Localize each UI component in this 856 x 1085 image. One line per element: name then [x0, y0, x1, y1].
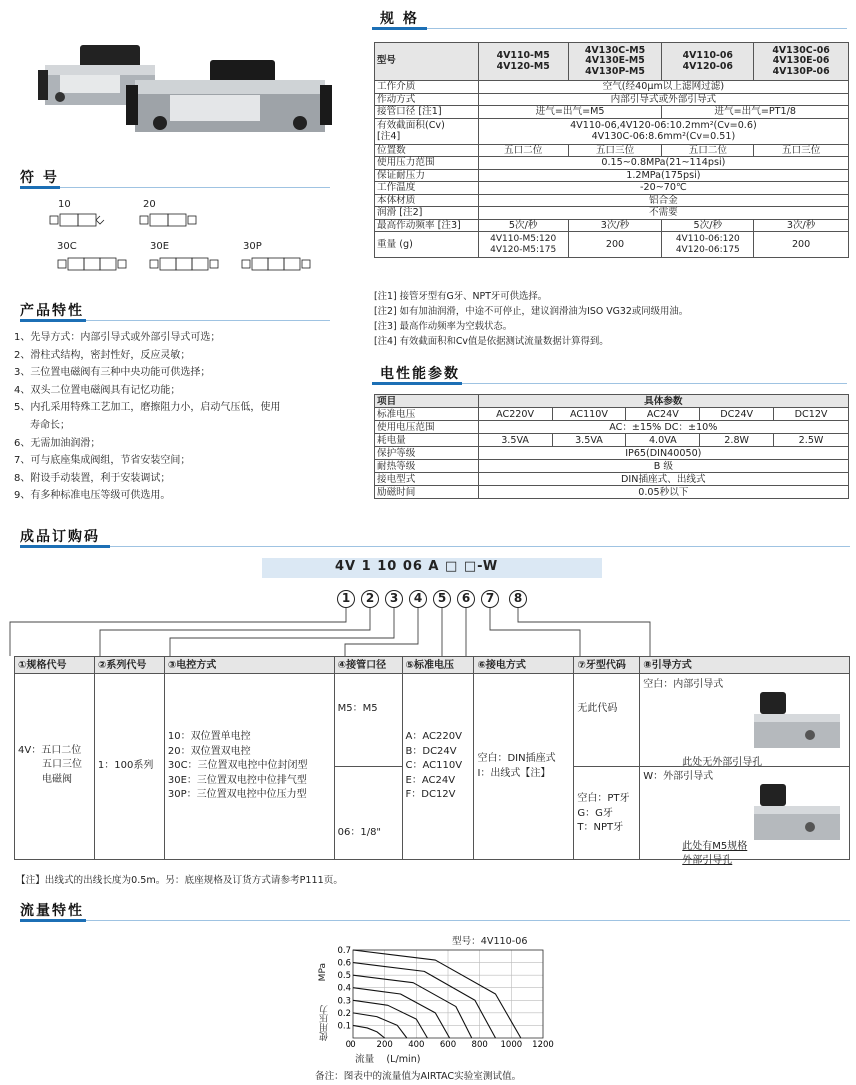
- product-photo: [20, 15, 340, 155]
- flow-curve: [353, 975, 472, 1038]
- feature-item: 4、双头二位置电磁阀具有记忆功能；: [14, 384, 181, 396]
- x-tick-label: 0: [350, 1040, 356, 1050]
- order-circle: 1: [337, 590, 355, 608]
- order-connector-lines: [0, 608, 856, 658]
- x-tick-label: 800: [471, 1040, 488, 1050]
- y-tick-label: 0.4: [337, 983, 351, 994]
- feature-item: 6、无需加油润滑；: [14, 437, 101, 449]
- order-circle: 2: [361, 590, 379, 608]
- x-tick-label: 1000: [500, 1040, 523, 1050]
- external-pilot-valve-image: [750, 780, 846, 850]
- feature-item: 9、有多种标准电压等级可供选用。: [14, 490, 171, 502]
- order-note: 【注】出线式的出线长度为0.5m。另：底座规格及订货方式请参考P111页。: [16, 875, 343, 886]
- model-col: 4V130C-06 4V130E-06 4V130P-06: [754, 43, 849, 81]
- feature-item: 8、附设手动装置，利于安装调试；: [14, 472, 171, 484]
- feature-item: 3、三位置电磁阀有三种中央功能可供选择；: [14, 367, 211, 379]
- feature-item: 1、先导方式：内部引导式或外部引导式可选；: [14, 332, 221, 343]
- x-tick-label: 1200: [532, 1040, 554, 1050]
- model-col: 4V130C-M5 4V130E-M5 4V130P-M5: [568, 43, 662, 81]
- feature-item: 寿命长；: [30, 419, 70, 431]
- valve-symbols: [40, 208, 330, 283]
- symbols-title: 符 号: [20, 170, 59, 186]
- order-title: 成品订购码: [20, 529, 100, 545]
- y-tick-label: 0.2: [337, 1008, 351, 1019]
- flow-curve: [353, 950, 521, 1038]
- flow-curve: [353, 1025, 385, 1038]
- order-table: ①规格代号 ②系列代号 ③电控方式 ④接管口径 ⑤标准电压 ⑥接电方式 ⑦牙型代码 ⑧引导方式 4V：五口二位 五口三位 电磁阀 1：100系列 10：双位置单电控 20：双位置双电控 30C：三位置双电控中位封闭型 30E：三位置双电控中位排气型 30P：三位置双电控中位压力型 M5：M5 06：1/8" A：AC220V B：DC24V C：AC110V E：AC24V F：DC12V 空白：DIN插座式 I：出线式【注】 无此代码 空白：PT牙 G：G牙 T：NPT牙 空白：内部引导式 此处无外部引导孔 W：外部引导式 此处有M5规格 外部引导孔: [14, 656, 850, 860]
- symbol-label-30p: 30P: [243, 241, 262, 252]
- order-circle: 8: [509, 590, 527, 608]
- symbol-label-10: 10: [58, 199, 71, 210]
- x-tick-label: 600: [439, 1040, 457, 1050]
- order-code: 4V 1 10 06 A □ □-W: [335, 559, 499, 574]
- y-tick-label: 0.1: [337, 1021, 351, 1032]
- spec-notes: [注1] 接管牙型有G牙、NPT牙可供选择。 [注2] 如有加油润滑，中途不可停止，建议润滑油为ISO VG32或同级用油。 [注3] 最高作动频率为空载状态。 [注4] 有效截面积和Cv值是依据测试流量数据计算得到。: [374, 291, 689, 347]
- spec-table: 型号 4V110-M5 4V120-M5 4V130C-M5 4V130E-M5 4V130P-M5 4V110-06 4V120-06 4V130C-06 4V130E-06 4V130P-06 工作介质 空气(经40μm以上滤网过滤) 作动方式 内部引导式或外部引导式 接管口径 [注1] 进气=出气=M5 进气=出气=PT1/8 有效截面积(Cv) [注4] 4V110-06,4V120-06:10.2mm²(Cv=0.6) 4V130C-06:8.6mm²(Cv=0.51) 位置数 五口二位 五口三位 五口二位 五口三位 使用压力范围 0.15~0.8MPa(21~114psi) 保证耐压力 1.2MPa(175psi) 工作温度 -20~70℃ 本体材质 铝合金 润滑 [注2] 不需要 最高作动频率 [注3] 5次/秒 3次/秒 5次/秒 3次/秒 重量 (g) 4V110-M5:120 4V120-M5:175 200 4V110-06:120 4V120-06:175 200: [374, 42, 849, 258]
- feature-item: 2、滑柱式结构，密封性好，反应灵敏；: [14, 349, 191, 361]
- chart-remark: 备注：图表中的流量值为AIRTAC实验室测试值。: [315, 1071, 522, 1082]
- order-circle: 7: [481, 590, 499, 608]
- feature-item: 5、内孔采用特殊工艺加工，磨擦阻力小，启动气压低，使用: [14, 402, 281, 414]
- feature-item: 7、可与底座集成阀组，节省安装空间；: [14, 455, 191, 467]
- chart-yunit: MPa: [318, 963, 328, 982]
- chart-ylabel: 使用压力: [320, 1005, 330, 1041]
- order-circle: 3: [385, 590, 403, 608]
- y-tick-label: 0.6: [337, 958, 351, 969]
- symbol-label-30e: 30E: [150, 241, 170, 252]
- y-tick-label: 0.3: [337, 996, 351, 1007]
- spec-title: 规 格: [380, 11, 419, 27]
- features-title: 产品特性: [20, 303, 84, 319]
- x-tick-label: 200: [376, 1040, 393, 1050]
- symbol-label-20: 20: [143, 199, 156, 210]
- order-circle: 6: [457, 590, 475, 608]
- flow-title: 流量特性: [20, 903, 84, 919]
- order-circle: 4: [409, 590, 427, 608]
- elec-title: 电性能参数: [380, 366, 460, 382]
- x-tick-label: 400: [408, 1040, 425, 1050]
- origin-label: 0: [345, 1040, 351, 1050]
- elec-table: 项目 具体参数 标准电压 AC220V AC110V AC24V DC24V DC12V 使用电压范围 AC：±15% DC：±10% 耗电量 3.5VA 3.5VA 4.0VA 2.8W 2.5W 保护等级 IP65(DIN40050) 耐热等级 B 级 接电型式 DIN插座式、出线式 励磁时间 0.05秒以下: [374, 394, 849, 499]
- order-circle: 5: [433, 590, 451, 608]
- model-col: 4V110-06 4V120-06: [662, 43, 754, 81]
- model-col: 4V110-M5 4V120-M5: [478, 43, 568, 81]
- y-tick-label: 0.7: [337, 946, 351, 956]
- chart-xlabel: 流量 (L/min): [355, 1054, 421, 1065]
- features-list: [14, 329, 334, 505]
- symbols-underline: [20, 186, 60, 189]
- symbol-label-30c: 30C: [57, 241, 77, 252]
- chart-model: 型号：4V110-06: [452, 936, 528, 947]
- internal-pilot-valve-image: [750, 688, 846, 758]
- y-tick-label: 0.5: [337, 971, 351, 982]
- flow-chart: [325, 940, 555, 1052]
